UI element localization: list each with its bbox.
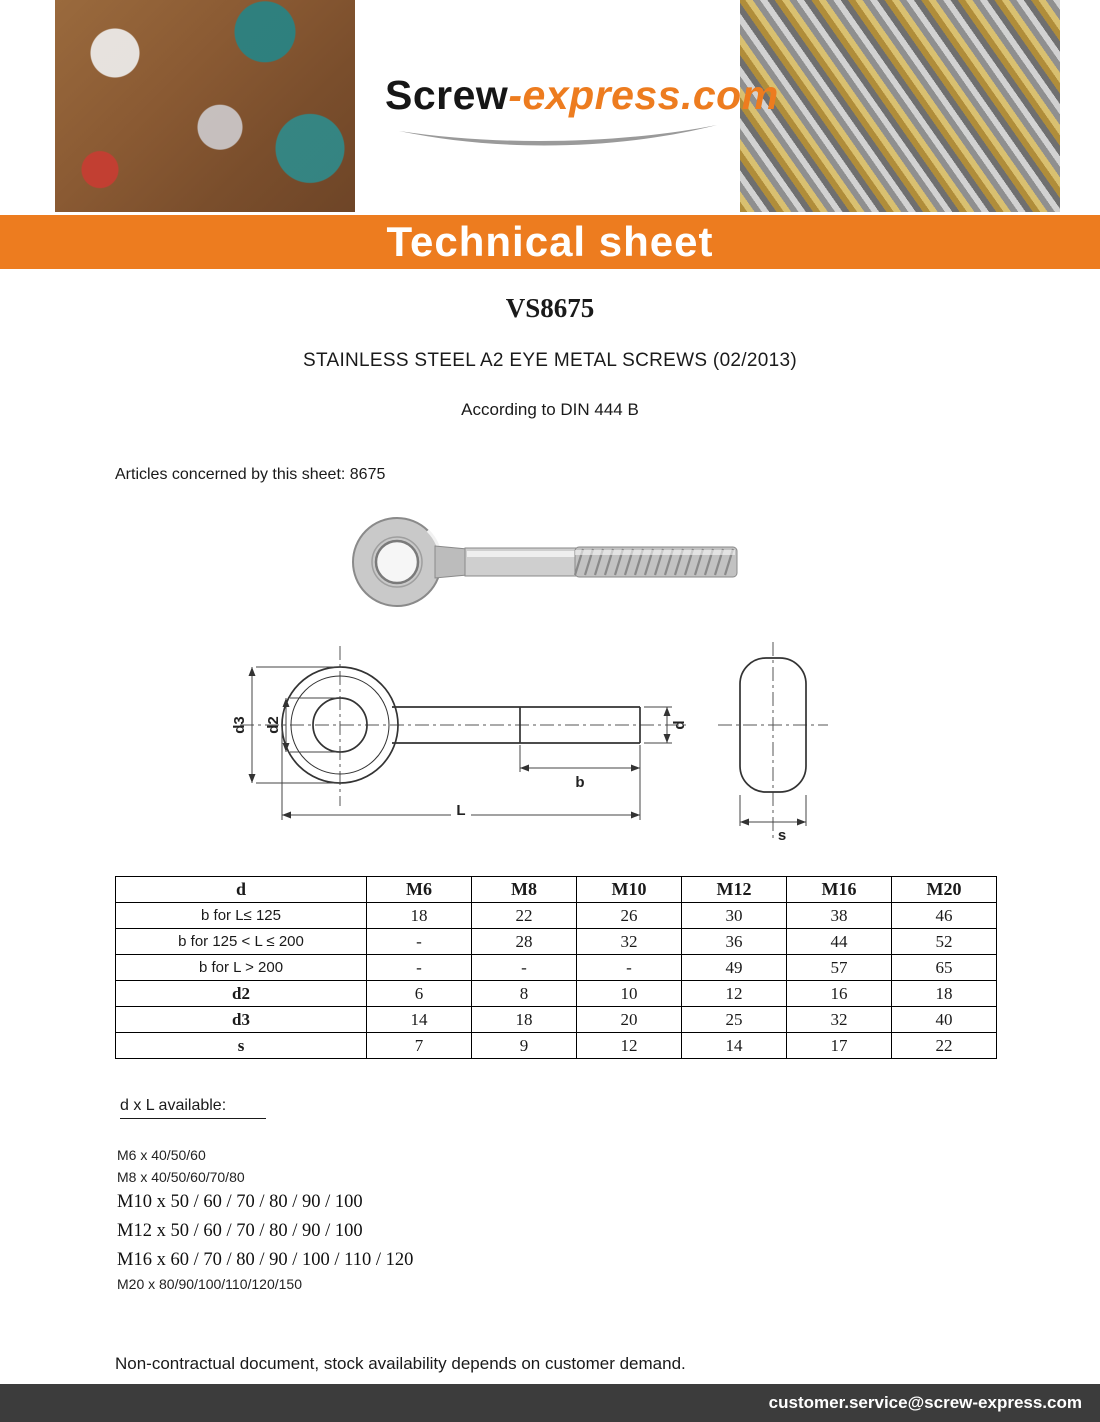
spec-table-cell: - xyxy=(367,955,472,981)
availability-item: M6 x 40/50/60 xyxy=(117,1147,206,1163)
spec-table xyxy=(115,876,997,1059)
spec-table-cell: 57 xyxy=(787,955,892,981)
brand-name-black: Screw xyxy=(385,72,509,118)
dim-label-d: d xyxy=(671,720,688,730)
dim-label-b: b xyxy=(575,774,585,791)
footer-bar xyxy=(0,1384,1100,1422)
spec-table-cell: 32 xyxy=(787,1007,892,1033)
spec-table-cell: 32 xyxy=(577,929,682,955)
availability-item: M16 x 60 / 70 / 80 / 90 / 100 / 110 / 120 xyxy=(117,1249,414,1270)
articles-line: Articles concerned by this sheet: 8675 xyxy=(115,466,386,483)
logo-swoosh-icon xyxy=(393,123,723,147)
spec-table-row xyxy=(116,903,997,929)
spec-table-row-label: b for L > 200 xyxy=(116,955,367,981)
title-banner xyxy=(0,215,1100,269)
document-code: VS8675 xyxy=(505,293,595,323)
spec-table-cell: 17 xyxy=(787,1033,892,1059)
brand-name-orange: -express.com xyxy=(508,72,779,118)
dim-label-L: L xyxy=(456,802,466,819)
spec-table-cell: 52 xyxy=(892,929,997,955)
spec-table-header-cell: d xyxy=(116,877,367,903)
spec-table-row xyxy=(116,955,997,981)
spec-table-header-cell: M20 xyxy=(892,877,997,903)
spec-table-cell: 49 xyxy=(682,955,787,981)
spec-table-cell: 14 xyxy=(367,1007,472,1033)
page-title: Technical sheet xyxy=(386,218,714,265)
spec-table-cell: - xyxy=(472,955,577,981)
dim-label-d2: d2 xyxy=(265,716,282,734)
dim-label-s: s xyxy=(777,827,787,844)
spec-table-cell: 18 xyxy=(367,903,472,929)
non-contractual-note: Non-contractual document, stock availability depends on customer demand. xyxy=(115,1354,686,1374)
spec-table-cell: 26 xyxy=(577,903,682,929)
photo-screws-right xyxy=(740,0,1060,212)
spec-table-cell: 28 xyxy=(472,929,577,955)
spec-table-cell: 18 xyxy=(472,1007,577,1033)
spec-table-header-cell: M10 xyxy=(577,877,682,903)
spec-table-cell: 7 xyxy=(367,1033,472,1059)
spec-table-header-cell: M12 xyxy=(682,877,787,903)
spec-table-cell: 18 xyxy=(892,981,997,1007)
spec-table-cell: 65 xyxy=(892,955,997,981)
footer-email: customer.service@screw-express.com xyxy=(768,1393,1082,1412)
spec-table-row-label: b for 125 < L ≤ 200 xyxy=(116,929,367,955)
photo-tools-left xyxy=(55,0,355,212)
spec-table-row xyxy=(116,929,997,955)
brand-logo xyxy=(385,72,779,152)
technical-drawing xyxy=(220,630,880,850)
spec-table-cell: 12 xyxy=(682,981,787,1007)
spec-table-cell: 40 xyxy=(892,1007,997,1033)
spec-table-cell: 14 xyxy=(682,1033,787,1059)
availability-item: M20 x 80/90/100/110/120/150 xyxy=(117,1276,303,1293)
spec-table-cell: 22 xyxy=(472,903,577,929)
spec-table-cell: 9 xyxy=(472,1033,577,1059)
availability-item: M12 x 50 / 60 / 70 / 80 / 90 / 100 xyxy=(117,1221,363,1242)
header xyxy=(0,0,1100,212)
spec-table-row-label: d2 xyxy=(116,981,367,1007)
availability-item: M10 x 50 / 60 / 70 / 80 / 90 / 100 xyxy=(117,1192,363,1213)
document-title: STAINLESS STEEL A2 EYE METAL SCREWS (02/2013) xyxy=(303,350,797,371)
product-photo-eye-bolt xyxy=(335,502,765,624)
spec-table-row xyxy=(116,1033,997,1059)
spec-table-cell: - xyxy=(367,929,472,955)
spec-table-cell: 25 xyxy=(682,1007,787,1033)
spec-table-cell: 12 xyxy=(577,1033,682,1059)
spec-table-row-label: d3 xyxy=(116,1007,367,1033)
spec-table-header-cell: M8 xyxy=(472,877,577,903)
spec-table-cell: - xyxy=(577,955,682,981)
availability-item: M8 x 40/50/60/70/80 xyxy=(117,1168,245,1185)
spec-table-header-cell: M16 xyxy=(787,877,892,903)
availability-heading: d x L available: xyxy=(120,1097,266,1119)
spec-table-cell: 36 xyxy=(682,929,787,955)
spec-table-row xyxy=(116,1007,997,1033)
spec-table-row xyxy=(116,981,997,1007)
spec-table-cell: 46 xyxy=(892,903,997,929)
spec-table-row-label: b for L≤ 125 xyxy=(116,903,367,929)
spec-table-cell: 16 xyxy=(787,981,892,1007)
spec-table-cell: 44 xyxy=(787,929,892,955)
spec-table-cell: 6 xyxy=(367,981,472,1007)
spec-table-cell: 10 xyxy=(577,981,682,1007)
spec-table-header-cell: M6 xyxy=(367,877,472,903)
spec-table-cell: 30 xyxy=(682,903,787,929)
spec-table-cell: 20 xyxy=(577,1007,682,1033)
dim-label-d3: d3 xyxy=(231,716,248,734)
spec-table-cell: 8 xyxy=(472,981,577,1007)
document-standard: According to DIN 444 B xyxy=(461,400,639,419)
spec-table-cell: 22 xyxy=(892,1033,997,1059)
availability-list xyxy=(117,1145,1100,1296)
spec-table-cell: 38 xyxy=(787,903,892,929)
spec-table-row-label: s xyxy=(116,1033,367,1059)
